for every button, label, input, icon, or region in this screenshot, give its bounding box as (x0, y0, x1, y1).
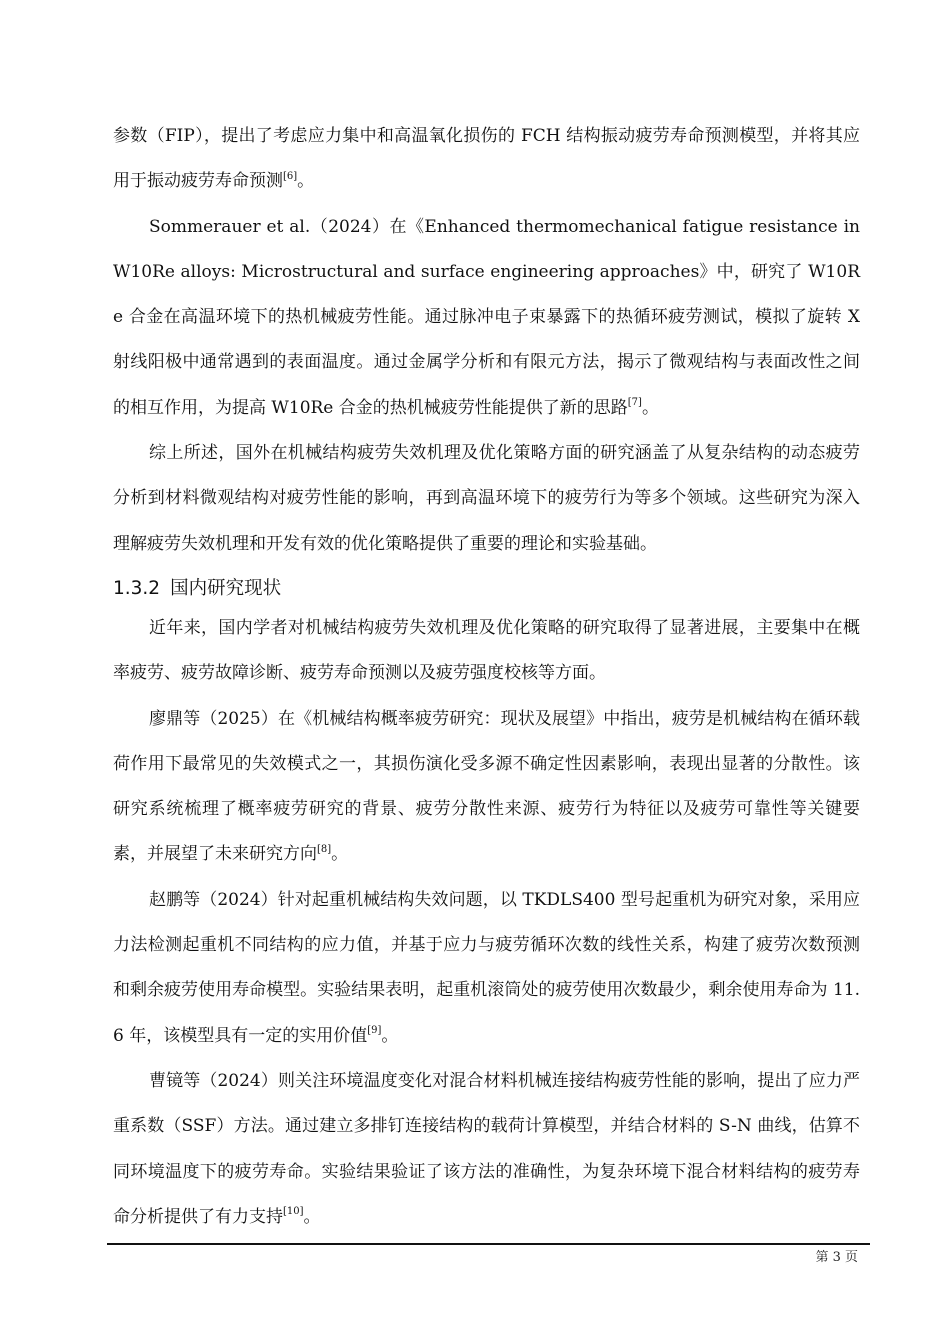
paragraph-text: 廖鼎等（2025）在《机械结构概率疲劳研究：现状及展望》中指出，疲劳是机械结构在循环载荷作用下最常见的失效模式之一，其损伤演化受多源不确定性因素影响，表现出显著的分散性。该研究系统梳理了概率疲劳研究的背景、疲劳分散性来源、疲劳行为特征以及疲劳可靠性等关键要素，并展望了未来研究方向 (113, 708, 860, 865)
paragraph-end: 。 (303, 1206, 321, 1227)
citation-ref: [8] (317, 843, 332, 855)
paragraph-text: Sommerauer et al.（2024）在《Enhanced thermomechanical fatigue resistance in W10Re alloys: Microstructural and surface engineering approaches》中，研究了 W10Re 合金在高温环境下的热机械疲劳性能。通过脉冲电子束暴露下的热循环疲劳测试，模拟了旋转 X 射线阳极中通常遇到的表面温度。通过金属学分析和有限元方法，揭示了微观结构与表面改性之间的相互作用，为提高 W10Re 合金的热机械疲劳性能提供了新的思路 (113, 216, 860, 418)
paragraph-text: 赵鹏等（2024）针对起重机械结构失效问题，以 TKDLS400 型号起重机为研究对象，采用应力法检测起重机不同结构的应力值，并基于应力与疲劳循环次数的线性关系，构建了疲劳次数预测和剩余疲劳使用寿命模型。实验结果表明，起重机滚筒处的疲劳使用次数最少，剩余使用寿命为 11.6 年，该模型具有一定的实用价值 (113, 889, 860, 1046)
page-number: 第 3 页 (815, 1250, 858, 1265)
paragraph-liao (113, 697, 860, 878)
paragraph-zhao (113, 878, 860, 1059)
paragraph-fip-continuation (113, 114, 860, 205)
section-heading (113, 569, 860, 609)
section-number: 1.3.2 (113, 577, 161, 599)
paragraph-domestic-intro (113, 606, 860, 697)
paragraph-text: 近年来，国内学者对机械结构疲劳失效机理及优化策略的研究取得了显著进展，主要集中在概率疲劳、疲劳故障诊断、疲劳寿命预测以及疲劳强度校核等方面。 (113, 617, 860, 684)
paragraph-text: 综上所述，国外在机械结构疲劳失效机理及优化策略方面的研究涵盖了从复杂结构的动态疲劳分析到材料微观结构对疲劳性能的影响，再到高温环境下的疲劳行为等多个领域。这些研究为深入理解疲劳失效机理和开发有效的优化策略提供了重要的理论和实验基础。 (113, 443, 860, 554)
paragraph-text: 曹镜等（2024）则关注环境温度变化对混合材料机械连接结构疲劳性能的影响，提出了应力严重系数（SSF）方法。通过建立多排钉连接结构的载荷计算模型，并结合材料的 S-N 曲线，估算不同环境温度下的疲劳寿命。实验结果验证了该方法的准确性，为复杂环境下混合材料结构的疲劳寿命分析提供了有力支持 (113, 1070, 860, 1227)
paragraph-end: 。 (641, 397, 659, 418)
paragraph-end: 。 (331, 844, 349, 865)
citation-ref: [6] (283, 170, 298, 182)
section-title: 国内研究现状 (170, 577, 282, 599)
page-body (113, 114, 860, 1240)
paragraph-end: 。 (381, 1025, 399, 1046)
paragraph-sommerauer (113, 205, 860, 431)
paragraph-text: 参数（FIP），提出了考虑应力集中和高温氧化损伤的 FCH 结构振动疲劳寿命预测模型，并将其应用于振动疲劳寿命预测 (113, 126, 860, 192)
paragraph-summary (113, 431, 860, 567)
citation-ref: [7] (627, 397, 642, 409)
paragraph-cao (113, 1059, 860, 1240)
citation-ref: [10] (283, 1206, 304, 1218)
citation-ref: [9] (367, 1024, 382, 1036)
paragraph-end: 。 (297, 171, 315, 192)
footer-divider (107, 1243, 870, 1245)
